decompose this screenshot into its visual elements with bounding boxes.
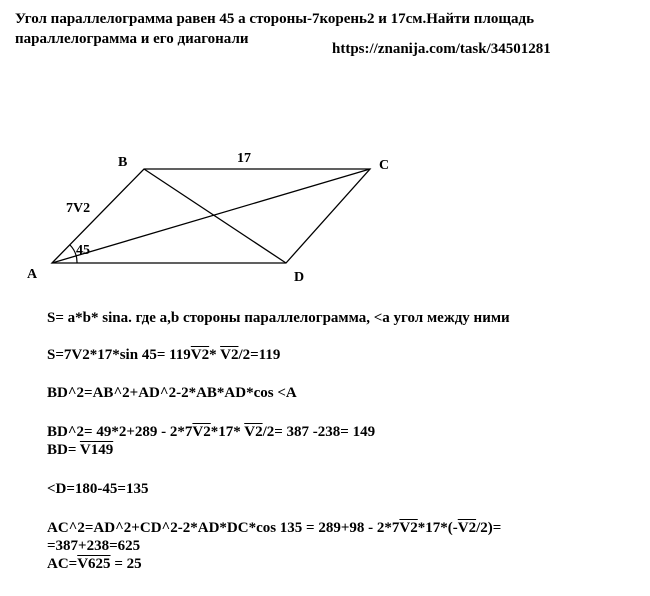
problem-line-2: параллелограмма и его диагонали [15,31,249,47]
root-expression: V2 [457,520,477,536]
root-expression: V625 [77,556,111,572]
vertex-b-label: B [118,155,128,170]
root-expression: V2 [190,347,210,363]
area-calc-part: * [209,347,221,363]
root-expression: V149 [79,442,114,458]
ac-result-part: = 25 [110,556,142,572]
bd-result-part: BD= [47,442,80,458]
area-calc-part: S=7V2*17*sin 45= 119 [47,347,191,363]
diagonal-ac [52,169,370,263]
bd-result [47,442,113,459]
bd-calculation [47,424,375,441]
bd-calc-part: *17* [210,424,245,440]
vertex-d-label: D [294,270,305,285]
area-calc-part: /2=119 [238,347,281,363]
diagonal-bd [144,169,286,263]
ac-calc-part: AC^2=AD^2+CD^2-2*AD*DC*cos 135 = 289+98 - 2*7 [47,520,400,536]
vertex-a-label: A [27,267,38,282]
side-ab-label: 7V2 [66,201,91,216]
area-formula: S= a*b* sina. где a,b стороны параллелограмма, <a угол между ними [47,310,510,326]
angle-a-label: 45 [76,243,90,258]
vertex-c-label: C [379,158,390,173]
ac-result-part: AC= [47,556,78,572]
source-url: https://znanija.com/task/34501281 [332,41,551,57]
root-expression: V2 [244,424,263,440]
root-expression: V2 [192,424,211,440]
side-bc-label: 17 [237,151,251,166]
bd-calc-part: BD^2= 49*2+289 - 2*7 [47,424,193,440]
root-expression: V2 [399,520,418,536]
ac-calc-part: /2)= [476,520,502,536]
angle-d-calculation: <D=180-45=135 [47,481,149,497]
bd-calc-part: /2= 387 -238= 149 [262,424,376,440]
ac-calc-part: *17*(- [417,520,458,536]
problem-line-1: Угол параллелограмма равен 45 а стороны-7корень2 и 17см.Найти площадь [15,11,535,27]
bd-formula: BD^2=AB^2+AD^2-2*AB*AD*cos <A [47,385,297,401]
ac-calculation [47,520,501,537]
ac-sum: =387+238=625 [47,538,141,554]
root-expression: V2 [220,347,239,363]
ac-result [47,556,142,573]
area-calculation [47,347,280,364]
